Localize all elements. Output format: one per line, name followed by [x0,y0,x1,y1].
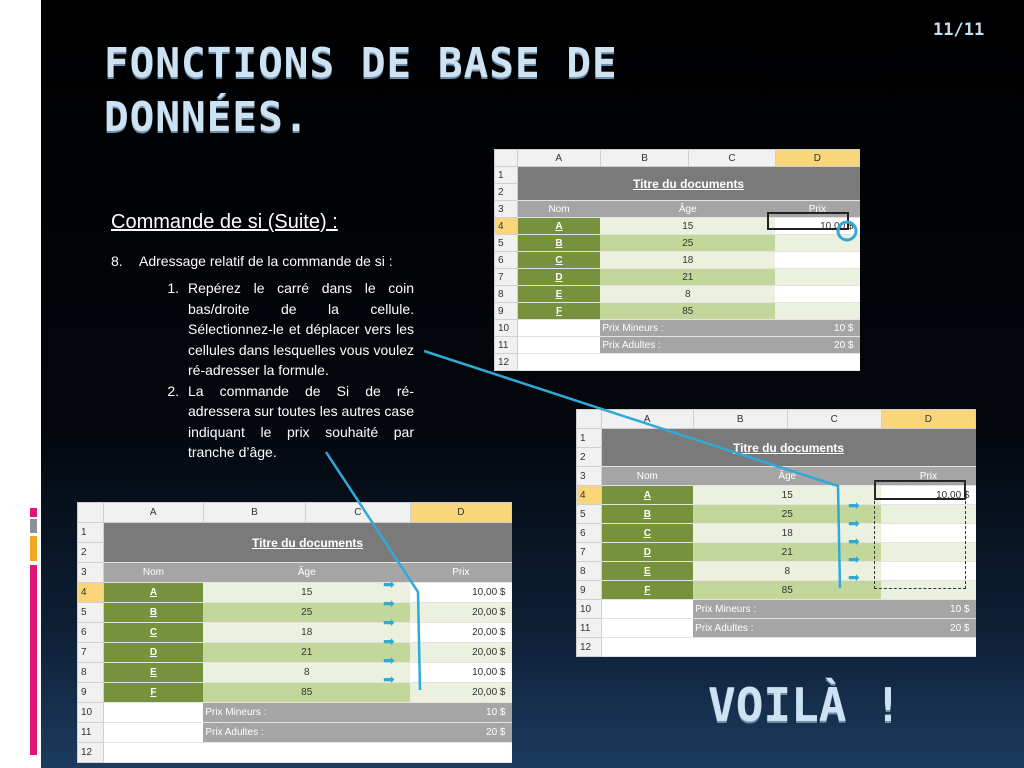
row-header[interactable]: 10 [495,320,518,337]
fill-arrow-icon: ➡ [383,634,395,650]
accent-bar-pink-long [30,565,37,755]
column-header-a[interactable]: A [601,410,693,429]
body-text [111,212,414,463]
row-header[interactable]: 1 [495,167,518,184]
name-cell[interactable]: A [601,486,693,505]
age-cell[interactable]: 21 [693,543,881,562]
name-cell[interactable]: B [103,603,203,623]
cell[interactable] [787,638,881,657]
table-row [495,252,860,269]
age-cell[interactable]: 8 [203,663,410,683]
age-cell[interactable]: 8 [693,562,881,581]
cell[interactable] [103,703,203,723]
spreadsheet-step1 [494,149,860,368]
column-header-b[interactable]: B [693,410,787,429]
cell[interactable] [203,743,305,763]
row-header[interactable]: 12 [577,638,602,657]
row-header[interactable]: 9 [577,581,602,600]
column-header-b[interactable]: B [600,150,688,167]
name-cell[interactable]: E [517,286,600,303]
list-item-8 [111,251,414,272]
row-header[interactable]: 3 [577,467,602,486]
row-header[interactable]: 10 [78,703,104,723]
footer-label-cell[interactable]: Prix Adultes : [600,337,775,354]
column-header-b[interactable]: B [203,503,305,523]
footer-label-cell[interactable]: Prix Adultes : [693,619,881,638]
fill-arrow-icon: ➡ [383,615,395,631]
row-header[interactable]: 11 [78,723,104,743]
age-cell[interactable]: 15 [600,218,775,235]
table-row [78,663,512,683]
cell[interactable] [881,638,975,657]
header-nom-cell[interactable]: Nom [517,201,600,218]
fill-arrow-icon: ➡ [383,577,395,593]
price-cell[interactable]: 10,00 $ [881,486,975,505]
column-header-d[interactable]: D [410,503,511,523]
fill-arrow-icon: ➡ [383,596,395,612]
accent-bar-gray [30,519,37,533]
name-cell[interactable]: E [103,663,203,683]
list-item-text: Adressage relatif de la commande de si : [139,252,393,269]
row-header[interactable]: 8 [577,562,602,581]
select-all-corner[interactable] [78,503,104,523]
cell[interactable] [600,354,688,371]
price-cell[interactable]: 10,00 $ [410,663,511,683]
row-header[interactable]: 7 [577,543,602,562]
price-cell[interactable] [775,235,859,252]
name-cell[interactable]: A [103,583,203,603]
cell[interactable] [517,320,600,337]
footer-value-cell[interactable]: 10 $ [410,703,511,723]
footer-value-cell[interactable]: 10 $ [775,320,859,337]
footer-label-cell[interactable]: Prix Adultes : [203,723,410,743]
footer-value-cell[interactable]: 20 $ [775,337,859,354]
price-cell[interactable]: 20,00 $ [410,683,511,703]
subheading: Commande de si (Suite) : [111,211,338,233]
row-header[interactable]: 1 [577,429,602,448]
table-row [78,623,512,643]
row-header[interactable]: 6 [577,524,602,543]
footer-label-cell[interactable]: Prix Mineurs : [693,600,881,619]
table-row [495,269,860,286]
row-header[interactable]: 8 [495,286,518,303]
row-header[interactable]: 7 [495,269,518,286]
price-cell[interactable] [775,303,859,320]
cell[interactable] [689,354,775,371]
fill-arrow-icon: ➡ [383,672,395,688]
age-cell[interactable]: 85 [693,581,881,600]
row-header[interactable]: 4 [495,218,518,235]
row-header[interactable]: 9 [78,683,104,703]
footer-value-cell[interactable]: 20 $ [881,619,975,638]
row-header[interactable]: 4 [78,583,104,603]
fill-range-selection[interactable] [874,481,966,589]
row-header[interactable]: 6 [78,623,104,643]
select-all-corner[interactable] [495,150,518,167]
price-cell[interactable] [775,269,859,286]
age-cell[interactable]: 21 [600,269,775,286]
row-header[interactable]: 2 [495,184,518,201]
spreadsheet-step3 [77,502,512,758]
column-header-c[interactable]: C [689,150,775,167]
slide-title: FONCTIONS DE BASE DE DONNÉES. [104,39,618,141]
column-header-d[interactable]: D [881,410,975,429]
sub-item-number: 2. [167,382,179,399]
sub-item-text: La commande de Si de ré-adressera sur toutes les autres case indiquant le prix souhaité par tranche d’âge. [188,382,414,460]
name-cell[interactable]: A [517,218,600,235]
page-number: 11/11 [933,20,985,40]
price-cell[interactable]: 20,00 $ [410,643,511,663]
accent-bar-orange [30,536,37,561]
age-cell[interactable]: 85 [600,303,775,320]
name-cell[interactable]: C [601,524,693,543]
row-header[interactable]: 4 [577,486,602,505]
header-nom-cell[interactable]: Nom [103,563,203,583]
header-prix-cell[interactable]: Prix [775,201,859,218]
sheet-title-cell[interactable]: Titre du documents [517,167,859,201]
age-cell[interactable]: 15 [693,486,881,505]
closing-text: VOILÀ ! [708,678,902,732]
price-cell[interactable] [775,252,859,269]
cell[interactable] [410,743,511,763]
price-cell[interactable]: 10,00 $ [775,218,859,235]
sheet-title-cell[interactable]: Titre du documents [103,523,511,563]
row-header[interactable]: 2 [78,543,104,563]
row-header[interactable]: 8 [78,663,104,683]
sub-item-1 [111,278,414,381]
header-age-cell[interactable]: Âge [203,563,410,583]
column-header-a[interactable]: A [103,503,203,523]
fill-arrow-icon: ➡ [848,570,860,586]
name-cell[interactable]: F [517,303,600,320]
column-header-a[interactable]: A [517,150,600,167]
header-age-cell[interactable]: Âge [600,201,775,218]
selected-cell-d4[interactable] [767,212,849,230]
table-row [78,583,512,603]
row-header[interactable]: 2 [577,448,602,467]
header-nom-cell[interactable]: Nom [601,467,693,486]
table-row [78,603,512,623]
row-header[interactable]: 3 [495,201,518,218]
cell[interactable] [517,337,600,354]
select-all-corner[interactable] [577,410,602,429]
row-header[interactable]: 5 [495,235,518,252]
name-cell[interactable]: F [601,581,693,600]
sub-item-2 [111,381,414,463]
row-header[interactable]: 5 [577,505,602,524]
row-header[interactable]: 12 [495,354,518,371]
column-header-c[interactable]: C [787,410,881,429]
row-header[interactable]: 11 [495,337,518,354]
row-header[interactable]: 11 [577,619,602,638]
age-cell[interactable]: 15 [203,583,410,603]
age-cell[interactable]: 18 [693,524,881,543]
row-header[interactable]: 10 [577,600,602,619]
cell[interactable] [601,600,693,619]
age-cell[interactable]: 18 [203,623,410,643]
table-row [495,286,860,303]
price-cell[interactable] [775,286,859,303]
sub-item-number: 1. [167,280,179,296]
cell[interactable] [517,354,600,371]
sheet-title-cell[interactable]: Titre du documents [601,429,975,467]
age-cell[interactable]: 25 [600,235,775,252]
fill-arrow-icon: ➡ [848,498,860,514]
price-cell[interactable]: 20,00 $ [410,603,511,623]
age-cell[interactable]: 85 [203,683,410,703]
cell[interactable] [103,723,203,743]
row-header[interactable]: 7 [78,643,104,663]
price-cell[interactable]: 20,00 $ [410,623,511,643]
name-cell[interactable]: E [601,562,693,581]
row-header[interactable]: 6 [495,252,518,269]
cell[interactable] [601,638,693,657]
row-header[interactable]: 9 [495,303,518,320]
name-cell[interactable]: F [103,683,203,703]
fill-arrow-icon: ➡ [848,516,860,532]
cell[interactable] [306,743,411,763]
price-cell[interactable]: 10,00 $ [410,583,511,603]
fill-arrow-icon: ➡ [848,552,860,568]
fill-arrow-icon: ➡ [848,534,860,550]
age-cell[interactable]: 21 [203,643,410,663]
list-number: 8. [111,252,123,269]
table-row [495,235,860,252]
fill-arrow-icon: ➡ [383,653,395,669]
cell[interactable] [601,619,693,638]
accent-bar-pink-small [30,508,37,517]
footer-value-cell[interactable]: 20 $ [410,723,511,743]
name-cell[interactable]: C [103,623,203,643]
row-header[interactable]: 3 [78,563,104,583]
age-cell[interactable]: 25 [203,603,410,623]
header-prix-cell[interactable]: Prix [410,563,511,583]
spreadsheet-step2 [576,409,976,653]
table-row [78,683,512,703]
cell[interactable] [775,354,859,371]
cell[interactable] [103,743,203,763]
row-header[interactable]: 12 [78,743,104,763]
header-age-cell[interactable]: Âge [693,467,881,486]
column-header-d[interactable]: D [775,150,859,167]
cell[interactable] [693,638,787,657]
age-cell[interactable]: 25 [693,505,881,524]
name-cell[interactable]: D [517,269,600,286]
name-cell[interactable]: B [601,505,693,524]
row-header[interactable]: 5 [78,603,104,623]
table-row [495,303,860,320]
sub-item-text: Repérez le carré dans le coin bas/droite de la cellule. Sélectionnez-le et déplacer vers les cellules dans lesquelles vous voulez ré-adresser la formule. [188,280,414,378]
header-prix-cell[interactable]: Prix [881,467,975,486]
name-cell[interactable]: D [103,643,203,663]
footer-value-cell[interactable]: 10 $ [881,600,975,619]
name-cell[interactable]: B [517,235,600,252]
name-cell[interactable]: D [601,543,693,562]
column-header-c[interactable]: C [306,503,411,523]
age-cell[interactable]: 18 [600,252,775,269]
table-row [78,643,512,663]
name-cell[interactable]: C [517,252,600,269]
row-header[interactable]: 1 [78,523,104,543]
footer-label-cell[interactable]: Prix Mineurs : [600,320,775,337]
age-cell[interactable]: 8 [600,286,775,303]
footer-label-cell[interactable]: Prix Mineurs : [203,703,410,723]
